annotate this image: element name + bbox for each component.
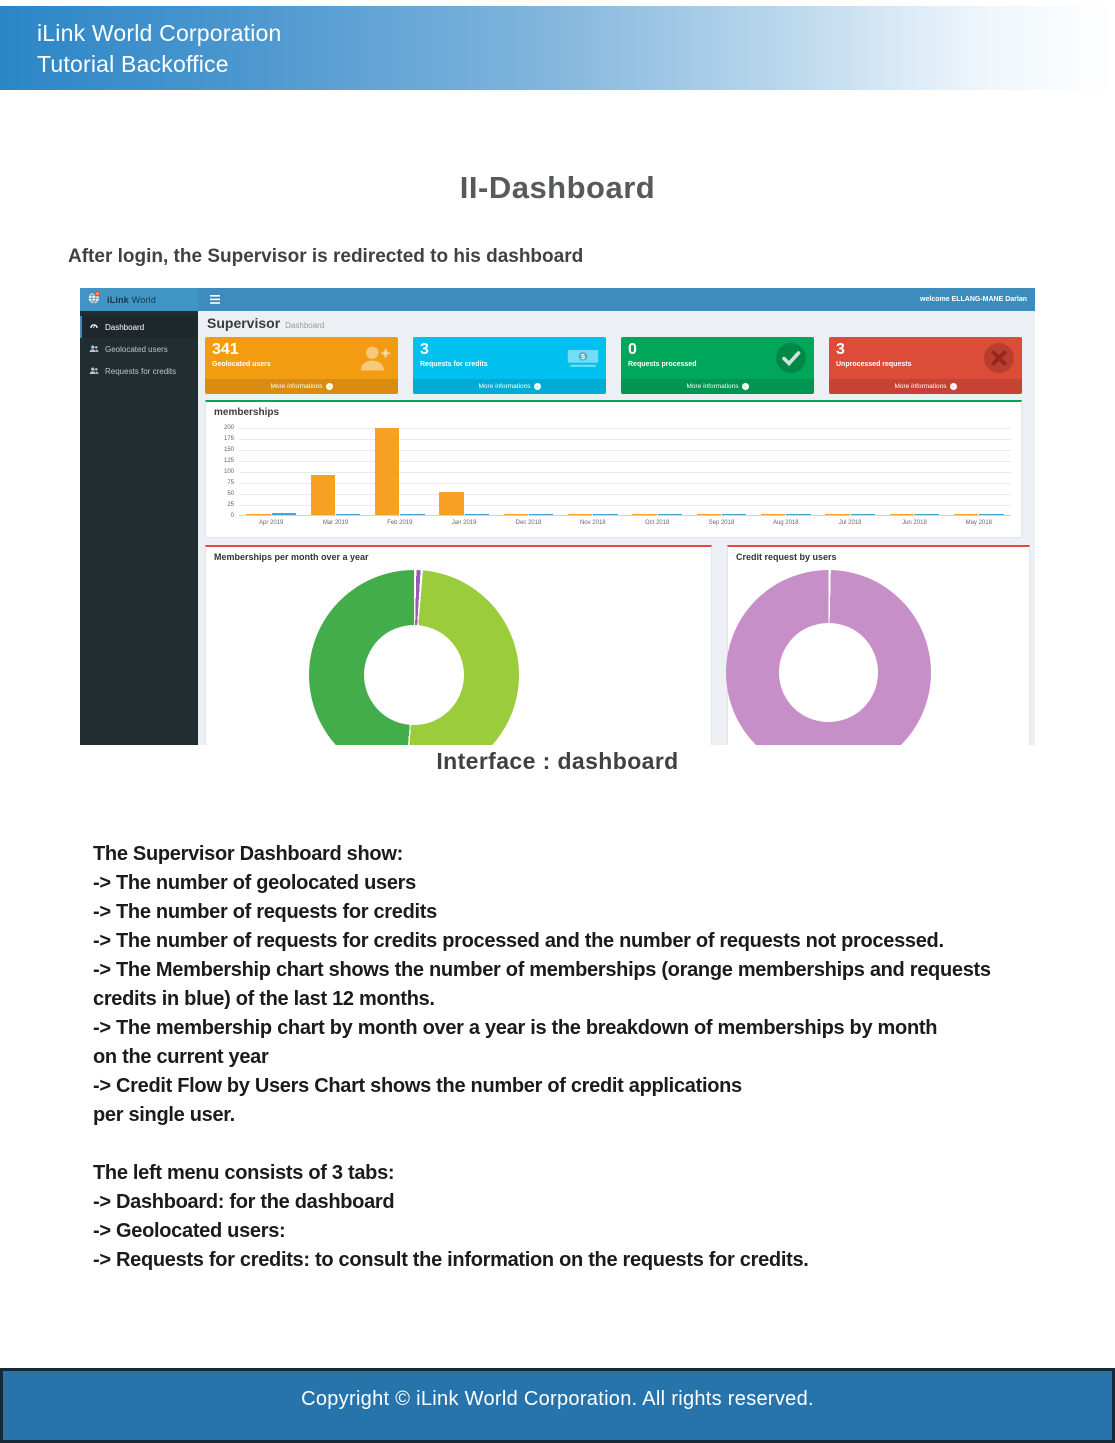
memberships-donut-panel (205, 545, 712, 745)
more-informations-link[interactable] (621, 379, 814, 394)
header-line1: iLink World Corporation (37, 20, 282, 46)
bar-memberships (761, 514, 785, 515)
bar-memberships (697, 514, 721, 515)
welcome-text: welcome ELLANG-MANE Darlan (920, 296, 1027, 303)
bar-requests-credits (400, 514, 424, 515)
bar-group (303, 428, 367, 515)
stat-cards-row (205, 337, 1022, 394)
x-axis-tick: Feb 2019 (387, 520, 413, 526)
x-axis-tick: Jun 2018 (902, 520, 927, 526)
x-axis-tick: Mar 2019 (322, 520, 349, 526)
dashboard-navbar (80, 288, 1035, 311)
donut-hole (779, 623, 877, 721)
more-informations-label: More informations (894, 383, 947, 390)
x-axis-tick: Jan 2019 (451, 520, 477, 526)
bar-group (496, 428, 560, 515)
x-axis-tick: Aug 2018 (772, 520, 799, 526)
intro-text: After login, the Supervisor is redirected to his dashboard (68, 246, 584, 267)
x-axis-tick: Sep 2018 (708, 520, 735, 526)
bar-memberships (890, 514, 914, 515)
users-icon (89, 344, 99, 354)
tachometer-icon (89, 322, 99, 332)
person-add-icon (359, 342, 391, 374)
body-line: -> Credit Flow by Users Chart shows the number of credit applications (93, 1075, 742, 1097)
bar-requests-credits (722, 514, 746, 515)
sidebar (80, 311, 198, 745)
bar-requests-credits (979, 514, 1003, 515)
content-title: Supervisor (207, 315, 281, 331)
arrow-circle-icon: → (326, 383, 332, 389)
dashboard-content (198, 311, 1035, 745)
bar-group (689, 428, 753, 515)
y-axis-tick: 150 (223, 447, 234, 453)
stat-card-geolocated-users (205, 337, 398, 394)
bar-memberships (954, 514, 978, 515)
bar-group (432, 428, 496, 515)
memberships-panel-title: memberships (214, 407, 280, 418)
stat-card-label: Unprocessed requests (836, 361, 912, 368)
body-line: -> Requests for credits: to consult the information on the requests for credits. (93, 1249, 809, 1271)
brand-rest: World (129, 294, 157, 305)
arrow-circle-icon: → (950, 383, 956, 389)
stat-card-value: 0 (628, 341, 637, 358)
page-title: II-Dashboard (459, 170, 656, 205)
y-axis-tick: 175 (223, 436, 234, 442)
x-axis-tick: Apr 2019 (258, 520, 284, 526)
body-line: -> The Membership chart shows the number of memberships (orange memberships and requests (93, 959, 991, 981)
bar-group (625, 428, 689, 515)
body-line: credits in blue) of the last 12 months. (93, 988, 435, 1010)
donut-hole (364, 625, 465, 726)
x-axis-tick: Jul 2018 (838, 520, 862, 526)
more-informations-label: More informations (478, 383, 531, 390)
x-axis-tick: Dec 2018 (515, 520, 542, 526)
more-informations-label: More informations (270, 383, 323, 390)
stat-card-unprocessed-requests (829, 337, 1022, 394)
bar-requests-credits (851, 514, 875, 515)
body-line: -> Dashboard: for the dashboard (93, 1191, 395, 1213)
bar-requests-credits (465, 514, 489, 515)
credit-donut-title: Credit request by users (736, 552, 837, 562)
globe-logo-icon (88, 291, 101, 309)
bar-group (561, 428, 625, 515)
bar-memberships (568, 514, 592, 515)
x-axis-tick: May 2018 (965, 520, 992, 526)
screenshot-caption: Interface : dashboard (436, 748, 679, 774)
bar-memberships (311, 475, 335, 515)
content-subtitle: Dashboard (285, 321, 325, 330)
footer-text: Copyright © iLink World Corporation. All rights reserved. (301, 1388, 814, 1410)
document-footer (0, 1368, 1115, 1443)
stat-card-label: Requests for credits (420, 361, 488, 368)
dashboard-screenshot (80, 288, 1035, 745)
body-line: per single user. (93, 1104, 235, 1126)
more-informations-label: More informations (686, 383, 739, 390)
y-axis-tick: 0 (230, 513, 234, 519)
svg-text:$: $ (581, 352, 585, 362)
bar-chart-plot (239, 428, 1011, 516)
bar-group (882, 428, 946, 515)
body-line: -> The number of requests for credits processed and the number of requests not processed. (93, 930, 944, 952)
stat-card-body (205, 337, 398, 379)
bar-requests-credits (658, 514, 682, 515)
users-icon (89, 366, 99, 376)
sidebar-item-dashboard[interactable] (80, 316, 198, 338)
sidebar-item-label: Geolocated users (105, 344, 168, 354)
arrow-circle-icon: → (742, 383, 748, 389)
bar-memberships (439, 492, 463, 515)
sidebar-item-requests-for-credits[interactable] (80, 360, 198, 382)
bar-memberships (632, 514, 656, 515)
close-icon (983, 342, 1015, 374)
stat-card-body (413, 337, 606, 379)
body-line: on the current year (93, 1046, 269, 1068)
stat-card-value: 3 (420, 341, 429, 358)
y-axis-tick: 25 (227, 502, 234, 508)
document-header (0, 6, 1115, 90)
stat-card-value: 341 (212, 341, 239, 358)
brand-bold: iLink (107, 294, 130, 305)
hamburger-icon (210, 292, 220, 307)
bar-requests-credits (786, 514, 810, 515)
bar-memberships (504, 514, 528, 515)
y-axis-tick: 100 (223, 469, 234, 475)
x-axis-tick: Oct 2018 (644, 520, 670, 526)
y-axis-tick: 75 (227, 480, 234, 486)
bar-group (239, 428, 303, 515)
body-text (93, 840, 1053, 1275)
body-line (93, 1130, 1053, 1159)
bar-memberships (825, 514, 849, 515)
menu-toggle-button[interactable] (204, 288, 226, 311)
memberships-donut-chart (309, 570, 519, 745)
bar-group (754, 428, 818, 515)
more-informations-link[interactable] (413, 379, 606, 394)
body-line: -> Geolocated users: (93, 1220, 286, 1242)
bar-requests-credits (915, 514, 939, 515)
stat-card-requests-for-credits (413, 337, 606, 394)
stat-card-value: 3 (836, 341, 845, 358)
stat-card-label: Requests processed (628, 361, 697, 368)
body-line: The left menu consists of 3 tabs: (93, 1162, 395, 1184)
bar-requests-credits (593, 514, 617, 515)
cash-icon (567, 342, 599, 374)
brand-text (107, 295, 156, 305)
bar-requests-credits (529, 514, 553, 515)
y-axis-tick: 50 (227, 491, 234, 497)
stat-card-body (621, 337, 814, 379)
brand-link[interactable] (80, 288, 198, 311)
sidebar-item-geolocated-users[interactable] (80, 338, 198, 360)
body-line: -> The number of geolocated users (93, 872, 416, 894)
content-header (207, 315, 324, 333)
memberships-donut-title: Memberships per month over a year (214, 552, 369, 562)
bar-group (818, 428, 882, 515)
memberships-panel (205, 400, 1022, 538)
sidebar-item-label: Requests for credits (105, 366, 177, 376)
bar-memberships (375, 428, 399, 515)
more-informations-link[interactable] (205, 379, 398, 394)
credit-donut-chart (726, 570, 931, 745)
bar-requests-credits (272, 513, 296, 515)
memberships-bar-chart (214, 425, 1011, 530)
body-line: The Supervisor Dashboard show: (93, 843, 403, 865)
body-line: -> The membership chart by month over a year is the breakdown of memberships by month (93, 1017, 938, 1039)
x-axis-labels (239, 520, 1011, 526)
checkmark-icon (775, 342, 807, 374)
body-line: -> The number of requests for credits (93, 901, 437, 923)
stat-card-label: Geolocated users (212, 361, 271, 368)
x-axis-tick: Nov 2018 (579, 520, 606, 526)
bar-group (368, 428, 432, 515)
arrow-circle-icon: → (534, 383, 540, 389)
stat-card-requests-processed (621, 337, 814, 394)
bar-group (947, 428, 1011, 515)
sidebar-item-label: Dashboard (105, 322, 145, 332)
stat-card-body (829, 337, 1022, 379)
y-axis-tick: 125 (223, 458, 234, 464)
more-informations-link[interactable] (829, 379, 1022, 394)
bar-requests-credits (336, 514, 360, 515)
header-line2: Tutorial Backoffice (37, 51, 229, 77)
credit-donut-panel (727, 545, 1030, 745)
bar-groups (239, 428, 1011, 515)
bar-memberships (246, 514, 270, 515)
y-axis-tick: 200 (223, 425, 234, 431)
